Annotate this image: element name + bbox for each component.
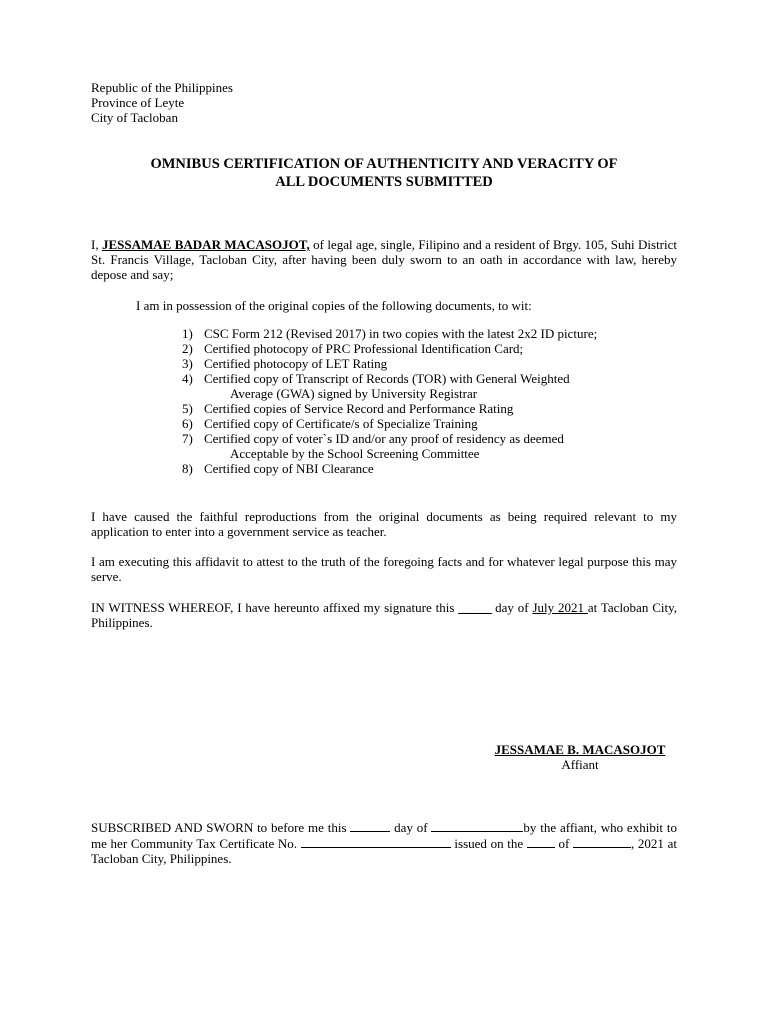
jurat-text-4: issued on the [450, 836, 527, 851]
intro-paragraph [91, 237, 677, 282]
issued-month-blank [573, 835, 631, 848]
reproductions-paragraph: I have caused the faithful reproductions from the original documents as being required relevant to my application to enter into a government service as teacher. [91, 509, 677, 539]
jurat-text-6: , 2021 at Tacloban City, Philippines. [91, 836, 677, 866]
document-item [182, 371, 597, 386]
document-item [182, 431, 597, 446]
jurat-paragraph [91, 819, 677, 866]
document-item-number: 6) [182, 416, 193, 431]
letterhead [91, 80, 233, 125]
document-item [182, 416, 597, 431]
document-item-number: 3) [182, 356, 193, 371]
document-item [182, 356, 597, 371]
document-item-text: CSC Form 212 (Revised 2017) in two copies with the latest 2x2 ID picture; [204, 326, 598, 341]
document-item-number: 7) [182, 431, 193, 446]
affiant-name-intro: JESSAMAE BADAR MACASOJOT, [101, 237, 310, 252]
document-item-number: 8) [182, 461, 193, 476]
document-item [182, 461, 597, 476]
jurat-text-3: by the affiant, who exhibit to me her Community Tax Certificate No. [91, 820, 677, 851]
witness-date: July 2021 [532, 600, 588, 615]
possession-statement: I am in possession of the original copies of the following documents, to wit: [136, 298, 532, 313]
witness-text-2: day of [491, 600, 533, 615]
issued-day-blank [527, 835, 555, 848]
affiant-label: Affiant [561, 757, 599, 772]
document-item-text: Certified copy of NBI Clearance [204, 461, 374, 476]
witness-text-1: IN WITNESS WHEREOF, I have hereunto affixed my signature this [91, 600, 459, 615]
document-item-continuation [182, 386, 597, 401]
document-item [182, 341, 597, 356]
document-item-continuation [182, 446, 597, 461]
title-line-2: ALL DOCUMENTS SUBMITTED [275, 174, 493, 190]
jurat-day-blank [350, 819, 390, 832]
jurat-text-5: of [554, 836, 573, 851]
document-item-number: 2) [182, 341, 193, 356]
witness-text-3: at Tacloban City, Philippines. [91, 600, 677, 630]
document-title [60, 155, 708, 191]
witness-paragraph [91, 600, 677, 630]
document-item-number: 4) [182, 371, 193, 386]
document-item [182, 326, 597, 341]
intro-prefix: I, [91, 237, 102, 252]
document-item-text: Certified copy of voter`s ID and/or any proof of residency as deemed [204, 431, 564, 446]
document-item-continuation-text: Average (GWA) signed by University Registrar [230, 386, 478, 401]
continuation-spacer [182, 386, 204, 401]
intro-rest: of legal age, single, Filipino and a resident of Brgy. 105, Suhi District St. Francis Village, Tacloban City, after having been duly sworn to an oath in accordance with law, hereby depose and say; [91, 237, 677, 282]
header-city: City of Tacloban [91, 110, 178, 125]
document-item-text: Certified copies of Service Record and Performance Rating [204, 401, 514, 416]
header-republic: Republic of the Philippines [91, 80, 233, 95]
documents-list [182, 326, 597, 476]
signature-block [480, 742, 680, 772]
jurat-text-2: day of [390, 820, 432, 835]
document-item-number: 1) [182, 326, 193, 341]
executing-paragraph: I am executing this affidavit to attest to the truth of the foregoing facts and for whatever legal purpose this may serve. [91, 554, 677, 584]
document-item-text: Certified copy of Certificate/s of Specialize Training [204, 416, 478, 431]
witness-day-blank: ______ [458, 600, 492, 615]
title-line-1: OMNIBUS CERTIFICATION OF AUTHENTICITY AND VERACITY OF [150, 156, 618, 172]
document-item-continuation-text: Acceptable by the School Screening Committee [230, 446, 480, 461]
affiant-signature-name: JESSAMAE B. MACASOJOT [494, 742, 666, 757]
document-item-text: Certified copy of Transcript of Records (TOR) with General Weighted [204, 371, 570, 386]
continuation-spacer [182, 446, 204, 461]
document-item [182, 401, 597, 416]
header-province: Province of Leyte [91, 95, 185, 110]
document-item-number: 5) [182, 401, 193, 416]
jurat-month-blank [431, 819, 523, 832]
document-item-text: Certified photocopy of PRC Professional Identification Card; [204, 341, 524, 356]
jurat-text-1: SUBSCRIBED AND SWORN to before me this [91, 820, 351, 835]
ctc-number-blank [301, 835, 451, 848]
document-item-text: Certified photocopy of LET Rating [204, 356, 388, 371]
